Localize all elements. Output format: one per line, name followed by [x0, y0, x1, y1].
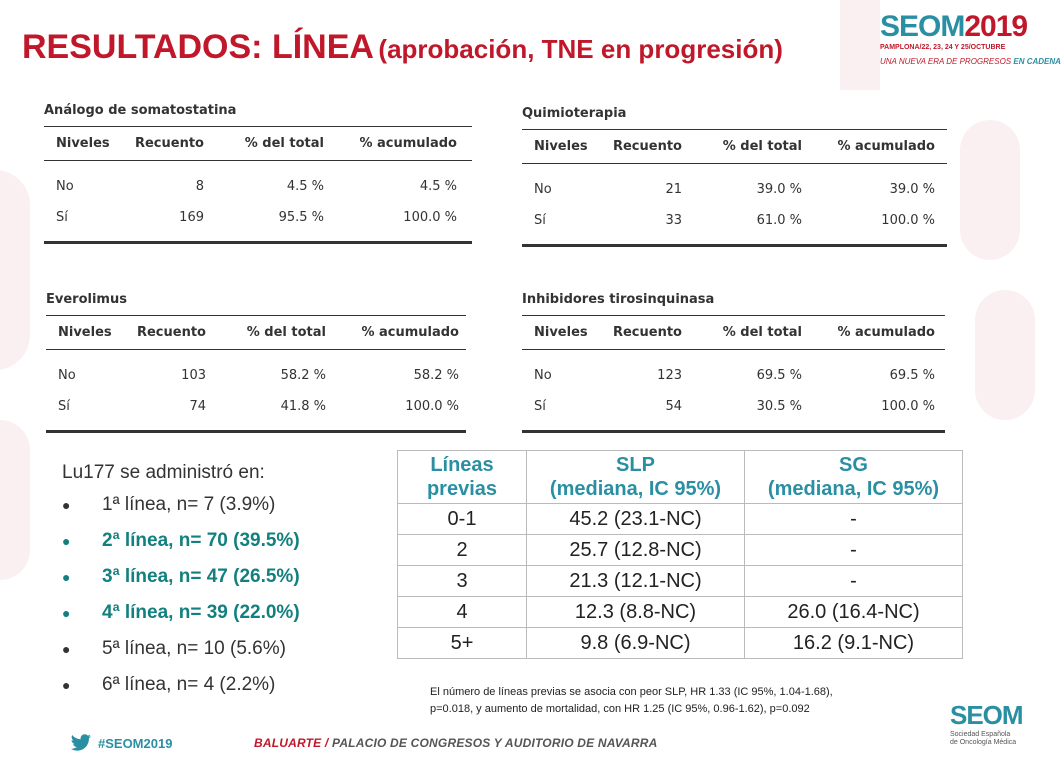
header-recuento: Recuento	[134, 136, 204, 151]
list-item: ● 1ª línea, n= 7 (3.9%)	[62, 494, 276, 515]
table-row: Sí 33 61.0 % 100.0 %	[534, 213, 935, 228]
bullet-icon: ●	[62, 605, 71, 621]
lu177-list	[62, 462, 300, 710]
table-title: Inhibidores tirosinquinasa	[522, 292, 945, 316]
background-shape	[0, 170, 30, 370]
header-niveles: Niveles	[534, 139, 588, 154]
list-item: ● 6ª línea, n= 4 (2.2%)	[62, 674, 276, 695]
header-del-total: % del total	[722, 139, 802, 154]
table-header	[522, 130, 947, 164]
header-lineas-previas: Líneas previas	[398, 451, 527, 504]
header-del-total: % del total	[246, 325, 326, 340]
header-acumulado: % acumulado	[359, 136, 457, 151]
logo-year: 2019	[964, 10, 1028, 43]
header-recuento: Recuento	[612, 139, 682, 154]
logo-tagline-accent: EN CADENA	[1013, 57, 1061, 66]
bullet-icon: ●	[62, 677, 71, 693]
seom-society-logo: SEOM Sociedad Española de Oncología Médica	[950, 700, 1023, 746]
title-sub: (aprobación, TNE en progresión)	[378, 34, 783, 64]
table-everolimus	[46, 292, 466, 433]
header-sg: SG (mediana, IC 95%)	[745, 451, 963, 504]
header-slp: SLP (mediana, IC 95%)	[527, 451, 745, 504]
title-main: RESULTADOS: LÍNEA	[22, 28, 374, 66]
header-recuento: Recuento	[612, 325, 682, 340]
list-item: ● 2ª línea, n= 70 (39.5%)	[62, 530, 300, 551]
header-recuento: Recuento	[136, 325, 206, 340]
table-header	[44, 127, 472, 161]
header-acumulado: % acumulado	[837, 139, 935, 154]
bullet-icon: ●	[62, 533, 71, 549]
page-title	[22, 28, 783, 67]
venue-text: BALUARTE / PALACIO DE CONGRESOS Y AUDITORIO DE NAVARRA	[254, 736, 658, 750]
table-title: Análogo de somatostatina	[44, 103, 472, 127]
footnote: El número de líneas previas se asocia con peor SLP, HR 1.33 (IC 95%, 1.04-1.68), p=0.018, y aumento de mortalidad, con HR 1.25 (IC 95%, 0.96-1.62), p=0.092	[430, 686, 833, 715]
table-quimioterapia	[522, 106, 947, 247]
twitter-icon	[70, 734, 92, 752]
table-tirosinquinasa	[522, 292, 945, 433]
table-row: 0-1 45.2 (23.1-NC) -	[398, 504, 963, 535]
table-somatostatina	[44, 103, 472, 244]
twitter-hashtag	[70, 728, 172, 758]
background-shape	[975, 290, 1035, 420]
table-row: No 103 58.2 % 58.2 %	[58, 368, 459, 383]
outcomes-header-row	[398, 451, 963, 504]
logo-tagline: UNA NUEVA ERA DE PROGRESOS	[880, 57, 1012, 66]
list-item: ● 3ª línea, n= 47 (26.5%)	[62, 566, 300, 587]
header-niveles: Niveles	[58, 325, 112, 340]
table-row: No 8 4.5 % 4.5 %	[56, 179, 457, 194]
table-title: Quimioterapia	[522, 106, 947, 130]
bullet-icon: ●	[62, 641, 71, 657]
outcomes-table	[397, 450, 963, 659]
header-niveles: Niveles	[56, 136, 110, 151]
table-row: Sí 74 41.8 % 100.0 %	[58, 399, 459, 414]
table-row: Sí 169 95.5 % 100.0 %	[56, 210, 457, 225]
table-row: 3 21.3 (12.1-NC) -	[398, 566, 963, 597]
bullet-icon: ●	[62, 497, 71, 513]
table-row: 2 25.7 (12.8-NC) -	[398, 535, 963, 566]
list-item: ● 4ª línea, n= 39 (22.0%)	[62, 602, 300, 623]
header-niveles: Niveles	[534, 325, 588, 340]
table-header	[522, 316, 945, 350]
logo-dates: PAMPLONA/22, 23, 24 Y 25/OCTUBRE	[880, 44, 1006, 51]
table-row: 4 12.3 (8.8-NC) 26.0 (16.4-NC)	[398, 597, 963, 628]
header-del-total: % del total	[244, 136, 324, 151]
header-acumulado: % acumulado	[837, 325, 935, 340]
seom2019-logo	[880, 10, 1061, 100]
background-shape	[840, 0, 880, 90]
bullet-icon: ●	[62, 569, 71, 585]
list-item: ● 5ª línea, n= 10 (5.6%)	[62, 638, 286, 659]
hashtag-text: #SEOM2019	[98, 735, 173, 751]
table-row: No 123 69.5 % 69.5 %	[534, 368, 935, 383]
table-row: 5+ 9.8 (6.9-NC) 16.2 (9.1-NC)	[398, 628, 963, 659]
background-shape	[960, 120, 1020, 260]
background-shape	[0, 420, 30, 580]
table-title: Everolimus	[46, 292, 466, 316]
table-header	[46, 316, 466, 350]
table-row: Sí 54 30.5 % 100.0 %	[534, 399, 935, 414]
header-acumulado: % acumulado	[361, 325, 459, 340]
logo-brand: SEOM	[880, 10, 965, 43]
header-del-total: % del total	[722, 325, 802, 340]
lu177-intro: Lu177 se administró en:	[62, 462, 265, 483]
table-row: No 21 39.0 % 39.0 %	[534, 182, 935, 197]
